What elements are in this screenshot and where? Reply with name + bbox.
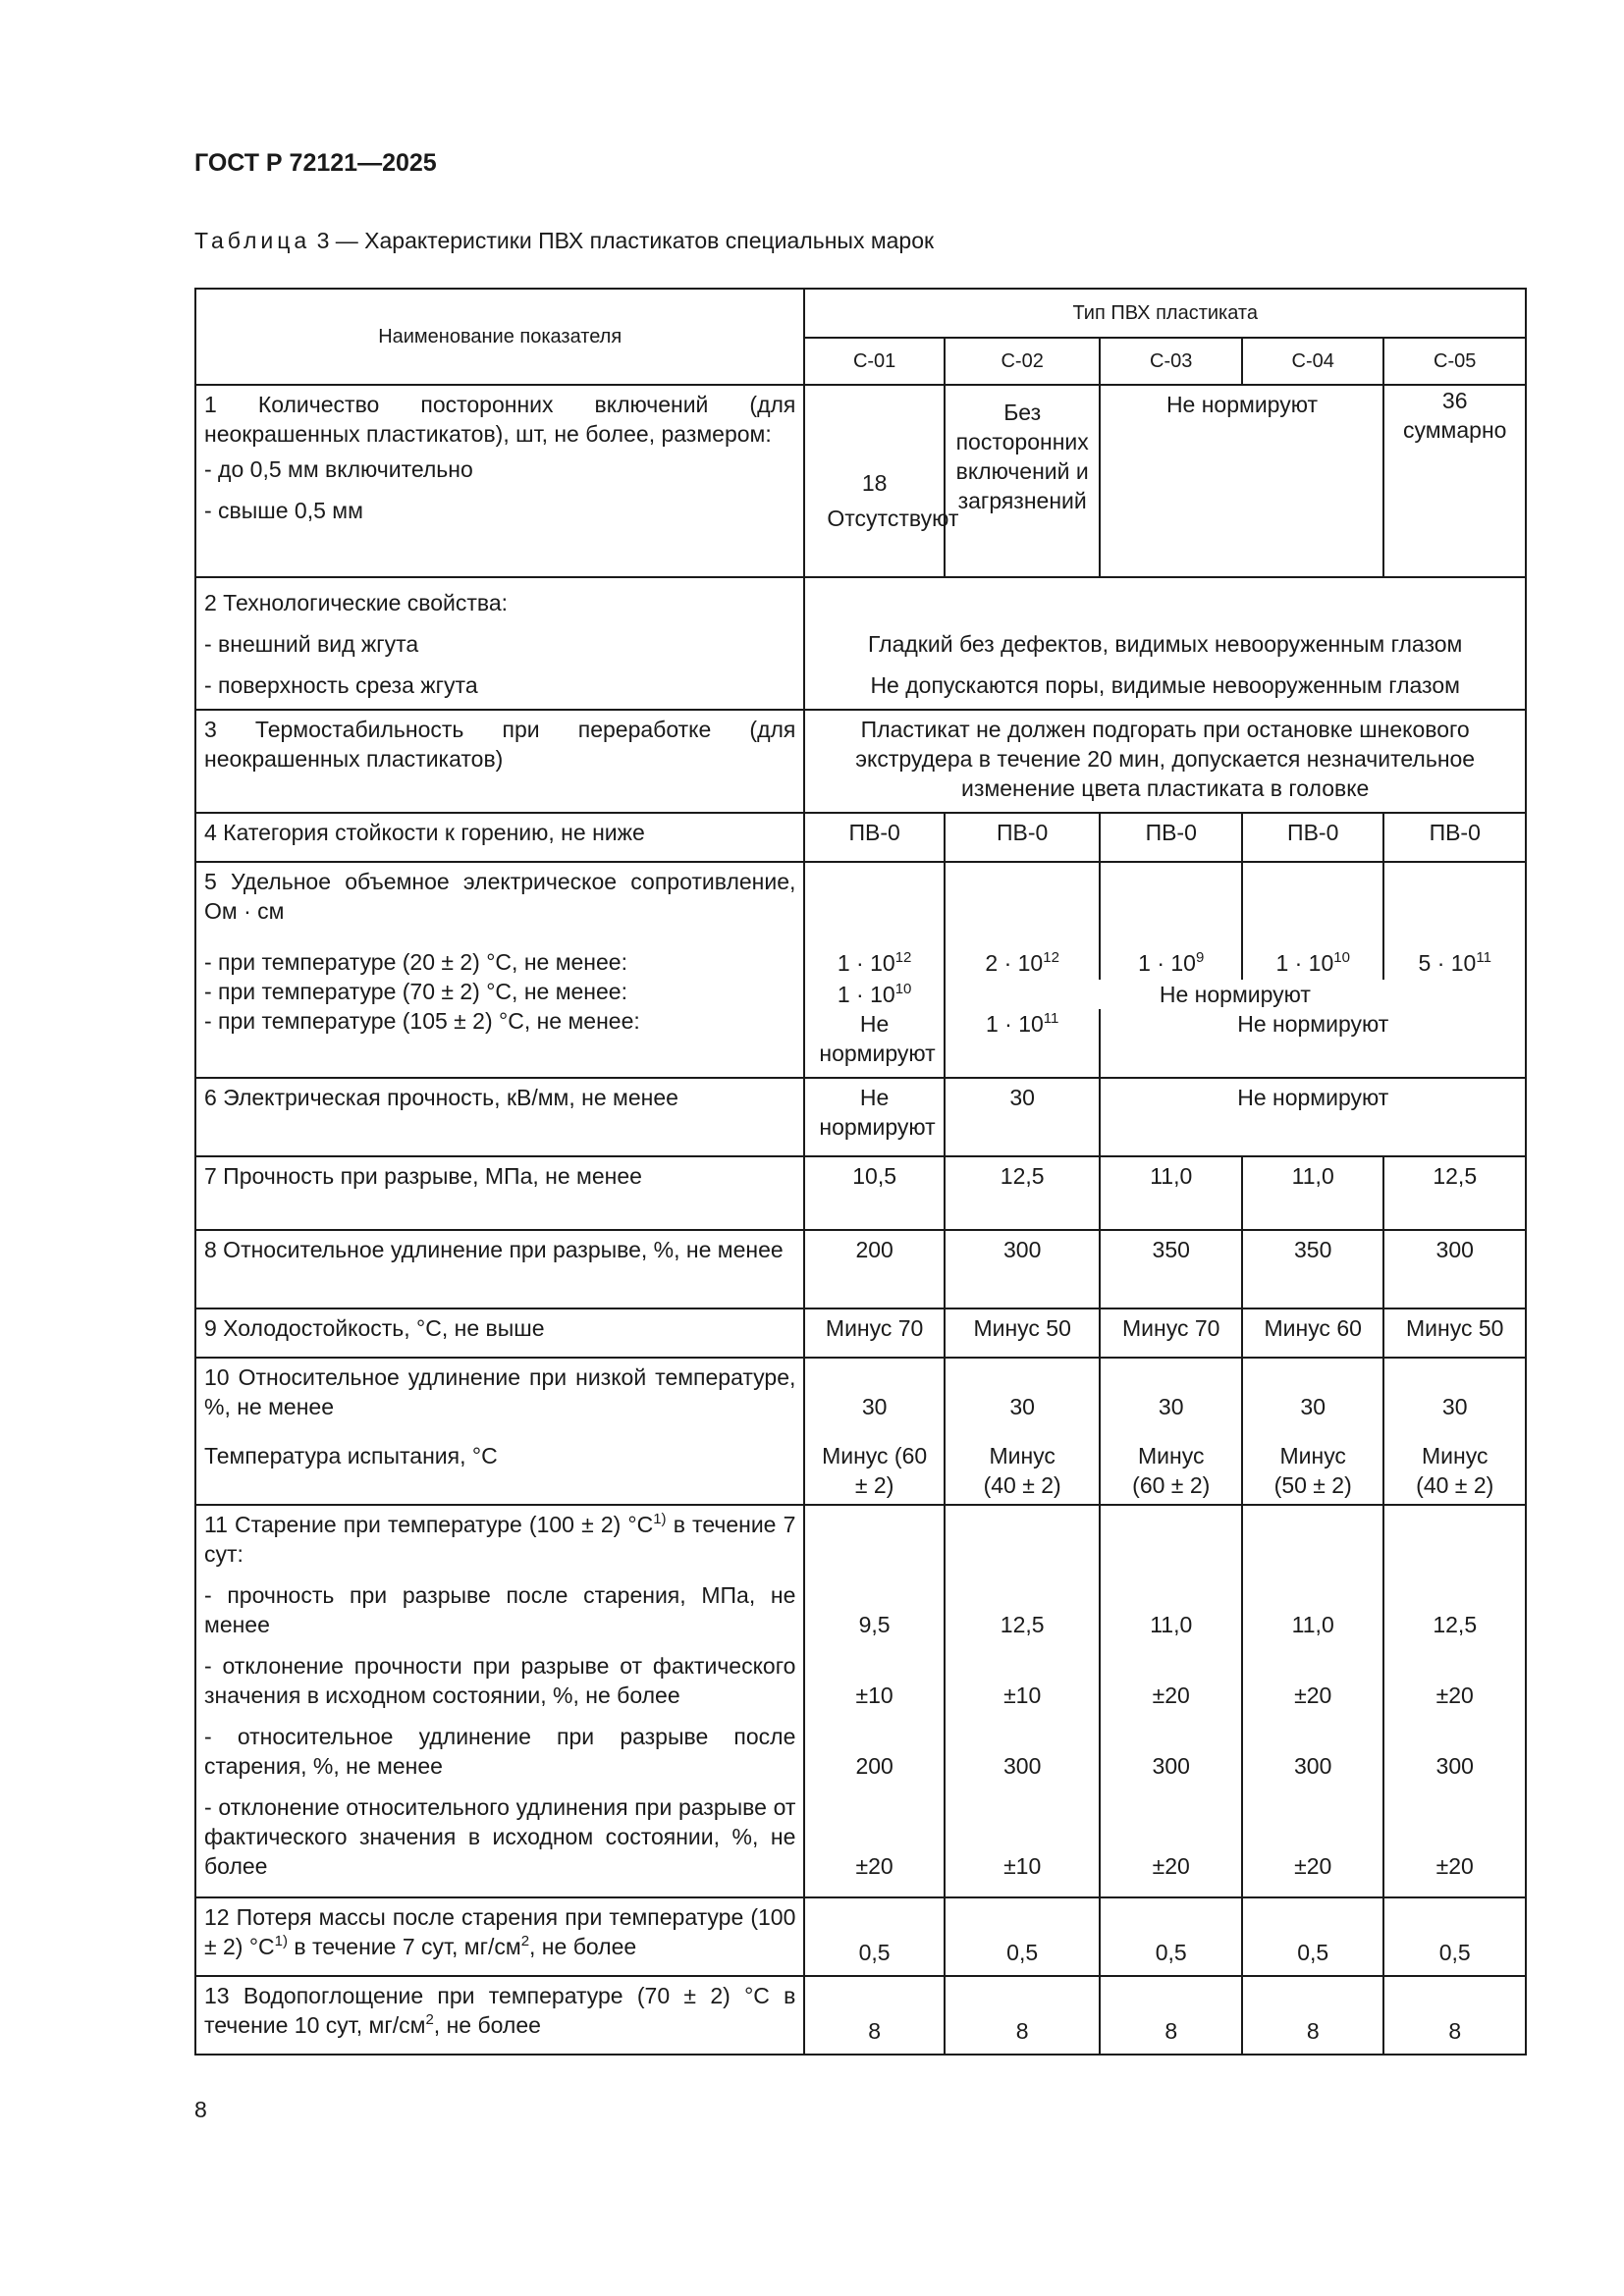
table-row xyxy=(195,862,1526,980)
cell-value: 300 xyxy=(1152,1753,1190,1779)
table-row xyxy=(195,710,1526,813)
exponent: 9 xyxy=(1195,949,1205,966)
cell: 8 xyxy=(1242,1976,1383,2055)
cell-value: ±20 xyxy=(1294,1853,1332,1879)
cell: 10,5 xyxy=(804,1156,944,1230)
cell: Минус 60 xyxy=(1242,1308,1383,1358)
cell: 200 xyxy=(804,1230,944,1308)
table-row xyxy=(195,1308,1526,1358)
row-title-part: , не более xyxy=(529,1934,637,1959)
cell: 11,0 xyxy=(1242,1156,1383,1230)
cell-value: ±20 xyxy=(1152,1853,1190,1879)
row-name xyxy=(195,577,804,710)
row-name xyxy=(195,1897,804,1976)
cell: 300 xyxy=(945,1230,1101,1308)
cell: 12,5 xyxy=(1383,1156,1526,1230)
cell-value: 300 xyxy=(1002,1753,1042,1779)
cell: 8 xyxy=(1100,1976,1241,2055)
row-name xyxy=(195,385,804,577)
table-row xyxy=(195,385,1526,577)
exponent: 12 xyxy=(1043,949,1059,966)
row-name: 6 Электрическая прочность, кВ/мм, не менее xyxy=(195,1078,804,1156)
cell: 11,0 xyxy=(1100,1156,1241,1230)
cell-value: Минус (40 ± 2) xyxy=(983,1443,1061,1498)
cell xyxy=(1242,862,1383,980)
cell-value: 30 xyxy=(1009,1394,1035,1419)
header-name-col: Наименование показателя xyxy=(195,289,804,385)
cell-value: 1 · 10 xyxy=(1275,950,1334,976)
cell: ПВ-0 xyxy=(945,813,1101,862)
footnote-ref: 1) xyxy=(274,1933,289,1949)
cell: Минус 50 xyxy=(1383,1308,1526,1358)
cell-value: 30 xyxy=(1158,1394,1184,1419)
table-row xyxy=(195,1976,1526,2055)
cell: 12,5 xyxy=(945,1156,1101,1230)
cell: 30 xyxy=(945,1078,1101,1156)
cell xyxy=(804,1358,944,1505)
row-name xyxy=(195,1358,804,1505)
cell-value: ±20 xyxy=(855,1853,893,1879)
cell xyxy=(804,1505,944,1897)
cell: 0,5 xyxy=(804,1897,944,1976)
cell: 36 суммарно xyxy=(1383,385,1526,577)
table-row xyxy=(195,1230,1526,1308)
row-sub: - при температуре (70 ± 2) °С, не менее: xyxy=(204,979,627,1004)
cell-value: Минус (40 ± 2) xyxy=(1416,1443,1494,1498)
cell: 0,5 xyxy=(1242,1897,1383,1976)
cell-value: 200 xyxy=(855,1753,893,1779)
row-title-part: в течение 7 сут, мг/см xyxy=(288,1934,521,1959)
cell xyxy=(1383,1505,1526,1897)
row-sub: - при температуре (105 ± 2) °С, не менее: xyxy=(204,1008,640,1034)
cell xyxy=(1100,862,1241,980)
header-grade: С-05 xyxy=(1383,338,1526,385)
cell: Пластикат не должен подгорать при остановке шнекового экструдера в течение 20 мин, допускается незначительное изменение цвета пластиката в головке xyxy=(804,710,1526,813)
cell-value: 300 xyxy=(1294,1753,1332,1779)
cell xyxy=(804,577,1526,710)
cell xyxy=(945,1358,1101,1505)
row-name: 8 Относительное удлинение при разрыве, %, не менее xyxy=(195,1230,804,1308)
cell xyxy=(1100,1505,1241,1897)
row-name xyxy=(195,1976,804,2055)
cell: 300 xyxy=(1383,1230,1526,1308)
row-name xyxy=(195,1505,804,1897)
cell-value: 30 xyxy=(1441,1394,1468,1419)
exponent: 2 xyxy=(520,1933,530,1949)
cell-value: 5 · 10 xyxy=(1418,950,1477,976)
cell-value: ±20 xyxy=(1435,1682,1474,1708)
cell: Не нормируют xyxy=(804,1009,944,1078)
cell-value: Отсутствуют xyxy=(827,506,959,531)
row-name xyxy=(195,862,804,1078)
row-name: 7 Прочность при разрыве, МПа, не менее xyxy=(195,1156,804,1230)
cell-value: ±10 xyxy=(855,1682,893,1708)
cell: Не нормируют xyxy=(1100,1078,1526,1156)
cell-value: 11,0 xyxy=(1291,1612,1334,1637)
cell: 8 xyxy=(1383,1976,1526,2055)
cell-value: Не допускаются поры, видимые невооруженным глазом xyxy=(870,672,1460,698)
cell xyxy=(1383,1358,1526,1505)
row-title: 1 Количество посторонних включений (для неокрашенных пластикатов), шт, не более, размером: xyxy=(204,392,796,447)
table-row xyxy=(195,1078,1526,1156)
exponent: 10 xyxy=(894,981,912,997)
cell-value: 1 · 10 xyxy=(985,1011,1044,1037)
cell-value: Гладкий без дефектов, видимых невооруженным глазом xyxy=(868,631,1463,657)
cell: Минус 50 xyxy=(945,1308,1101,1358)
table-row xyxy=(195,1156,1526,1230)
row-title: 10 Относительное удлинение при низкой температуре, %, не менее xyxy=(204,1364,796,1419)
row-title-part: 11 Старение при температуре (100 ± 2) °С xyxy=(204,1512,654,1537)
cell-value: Минус (50 ± 2) xyxy=(1273,1443,1352,1498)
table-row xyxy=(195,1897,1526,1976)
cell-value: 1 · 10 xyxy=(1138,950,1196,976)
cell xyxy=(804,980,944,1009)
header-type-col: Тип ПВХ пластиката xyxy=(804,289,1526,338)
header-grade: С-01 xyxy=(804,338,944,385)
table-row xyxy=(195,1505,1526,1897)
exponent: 2 xyxy=(425,2011,434,2028)
cell-value: 30 xyxy=(1300,1394,1326,1419)
cell: 8 xyxy=(804,1976,944,2055)
cell-value: ±10 xyxy=(1003,1682,1042,1708)
header-grade: С-04 xyxy=(1242,338,1383,385)
row-sub: - отклонение относительного удлинения при разрыве от фактического значения в исходном состоянии, %, не более xyxy=(204,1794,796,1879)
footnote-ref: 1) xyxy=(653,1511,667,1527)
cell: 350 xyxy=(1100,1230,1241,1308)
cell-value: 1 · 10 xyxy=(837,982,895,1007)
cell-value: 9,5 xyxy=(858,1612,891,1637)
cell: Не нормируют xyxy=(1100,385,1383,577)
header-grade: С-03 xyxy=(1100,338,1241,385)
row-title-part: 12 Потеря массы после старения при температуре (100 ± 2) °С xyxy=(204,1904,796,1959)
cell xyxy=(1242,1505,1383,1897)
cell-value: ±20 xyxy=(1435,1853,1474,1879)
exponent: 11 xyxy=(1476,949,1491,966)
cell: 0,5 xyxy=(1100,1897,1241,1976)
cell-value: 1 · 10 xyxy=(837,950,895,976)
table-row xyxy=(195,1358,1526,1505)
cell xyxy=(804,862,944,980)
row-title: 2 Технологические свойства: xyxy=(204,590,509,615)
cell: Не нормируют xyxy=(945,980,1526,1009)
document-code: ГОСТ Р 72121—2025 xyxy=(194,149,437,177)
row-name: 3 Термостабильность при переработке (для неокрашенных пластикатов) xyxy=(195,710,804,813)
cell xyxy=(945,1009,1101,1078)
row-sub: - поверхность среза жгута xyxy=(204,672,478,698)
cell-value: ±20 xyxy=(1294,1682,1332,1708)
row-name: 4 Категория стойкости к горению, не ниже xyxy=(195,813,804,862)
row-title: 5 Удельное объемное электрическое сопротивление, Ом · см xyxy=(204,869,796,924)
cell: Минус 70 xyxy=(804,1308,944,1358)
cell xyxy=(945,862,1101,980)
caption-word: Таблица xyxy=(194,228,311,253)
table-caption xyxy=(194,228,934,254)
row-sub: - до 0,5 мм включительно xyxy=(204,456,473,482)
cell-value: 18 xyxy=(861,470,888,496)
cell xyxy=(945,1505,1101,1897)
cell-value: 12,5 xyxy=(1433,1612,1478,1637)
cell: 8 xyxy=(945,1976,1101,2055)
row-sub: - свыше 0,5 мм xyxy=(204,498,363,523)
table-row xyxy=(195,813,1526,862)
cell-value: Минус (60 ± 2) xyxy=(822,1443,928,1498)
cell: 0,5 xyxy=(1383,1897,1526,1976)
cell: Минус 70 xyxy=(1100,1308,1241,1358)
row-sub: - относительное удлинение при разрыве после старения, %, не менее xyxy=(204,1724,796,1779)
row-title-part: , не более xyxy=(433,2012,541,2038)
spec-table xyxy=(194,288,1527,2056)
row-title-part: 13 Водопоглощение при температуре (70 ± 2) °С в течение 10 сут, мг/см xyxy=(204,1983,796,2038)
row-title-part: в течение 7 сут: xyxy=(204,1512,796,1567)
cell-value: 300 xyxy=(1435,1753,1474,1779)
cell xyxy=(1100,1358,1241,1505)
cell: 0,5 xyxy=(945,1897,1101,1976)
cell-value: Минус (60 ± 2) xyxy=(1132,1443,1211,1498)
cell-value: ±20 xyxy=(1152,1682,1190,1708)
table-row xyxy=(195,577,1526,710)
row-sub: - отклонение прочности при разрыве от фактического значения в исходном состоянии, %, не более xyxy=(204,1653,796,1708)
row-title xyxy=(204,1510,795,1569)
cell: Не нормируют xyxy=(804,1078,944,1156)
cell-value: 30 xyxy=(861,1394,888,1419)
cell-value: 2 · 10 xyxy=(985,950,1044,976)
cell xyxy=(804,385,959,577)
exponent: 12 xyxy=(894,949,912,966)
cell: ПВ-0 xyxy=(1242,813,1383,862)
row-sub: - прочность при разрыве после старения, МПа, не менее xyxy=(204,1582,796,1637)
caption-text: 3 — Характеристики ПВХ пластикатов специальных марок xyxy=(316,228,935,253)
row-sub: - при температуре (20 ± 2) °С, не менее: xyxy=(204,949,627,975)
cell xyxy=(1242,1358,1383,1505)
row-name: 9 Холодостойкость, °С, не выше xyxy=(195,1308,804,1358)
cell: Не нормируют xyxy=(1100,1009,1526,1078)
cell: ПВ-0 xyxy=(1100,813,1241,862)
cell-value: ±10 xyxy=(1003,1853,1042,1879)
cell: ПВ-0 xyxy=(804,813,944,862)
cell-value: 11,0 xyxy=(1150,1612,1193,1637)
cell xyxy=(1383,862,1526,980)
exponent: 11 xyxy=(1043,1010,1059,1027)
cell: ПВ-0 xyxy=(1383,813,1526,862)
row-sub: Температура испытания, °С xyxy=(204,1443,498,1468)
page-number: 8 xyxy=(194,2097,207,2122)
header-grade: С-02 xyxy=(945,338,1101,385)
cell: 350 xyxy=(1242,1230,1383,1308)
cell-value: 12,5 xyxy=(1000,1612,1045,1637)
row-sub: - внешний вид жгута xyxy=(204,631,419,657)
exponent: 10 xyxy=(1333,949,1350,966)
cell: Без посторонних включений и загрязнений xyxy=(945,385,1101,577)
